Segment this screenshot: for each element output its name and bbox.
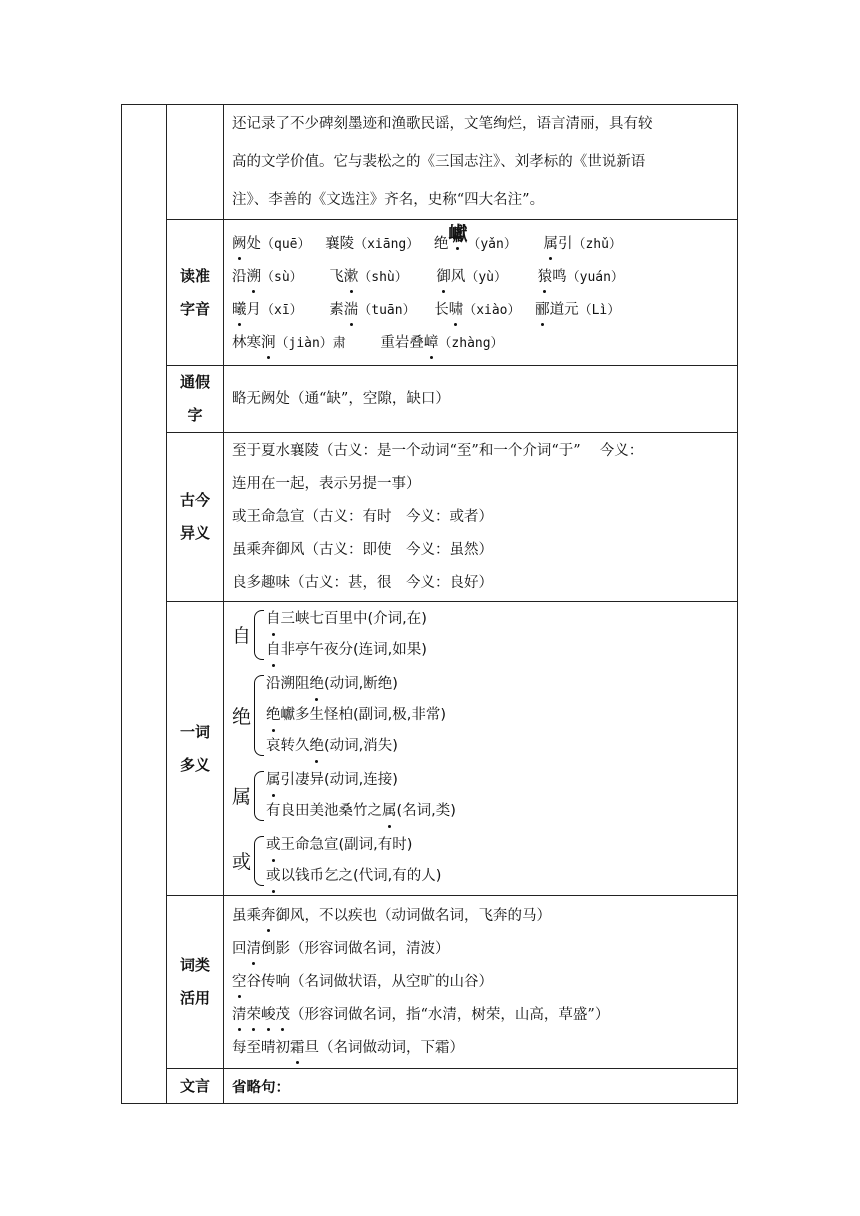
pron-term: 猿鸣 [538,269,567,285]
polysemy-item: 有良田美池桑竹之属(名词,类) [266,796,456,827]
intro-line: 还记录了不少碑刻墨迹和渔歌民谣，文笔绚烂，语言清丽，具有较 [232,116,653,132]
brace-icon [254,610,264,660]
pron-term: 长啸 [434,302,463,318]
tongjia-label: 通假 字 [167,366,224,433]
outer-category-cell [122,105,167,1104]
brace-icon [254,836,264,886]
polysemy-key: 绝 [232,705,252,728]
pronunciation-line: 阙处（quē） 襄陵（xiāng） 绝巘（yǎn） 属引（zhǔ） [232,226,731,261]
pronunciation-content [224,220,738,366]
intro-line: 高的文学价值。它与裴松之的《三国志注》、刘孝标的《世说新语 [232,154,646,170]
pronunciation-row [122,220,738,366]
tongjia-text: 略无阙处（通“缺”，空隙，缺口） [232,390,450,407]
pron-term: 林寒涧 [232,335,276,351]
pron-term: 郦道元 [535,302,579,318]
gujin-line: 连用在一起，表示另提一事） [232,475,421,492]
pronunciation-line: 林寒涧（jiàn）肃 重岩叠嶂（zhàng） [232,327,731,360]
polysemy-item: 或以钱币乞之(代词,有的人) [266,861,441,892]
polysemy-group [232,830,731,892]
cilei-line: 每至晴初霜旦（名词做动词，下霜） [232,1032,731,1065]
intro-text-cell [224,105,738,220]
tongjia-row [122,366,738,433]
wenyan-content [224,1069,738,1104]
polysemy-key: 或 [232,851,252,873]
intro-label-cell [167,105,224,220]
polysemy-item: 自三峡七百里中(介词,在) [266,604,427,635]
pron-term: 飞漱 [329,269,358,285]
gujin-line: 至于夏水襄陵（古义：是一个动词“至”和一个介词“于” 今义： [232,442,644,459]
polysemy-group [232,765,731,827]
pron-term: 沿溯 [232,269,261,285]
intro-line: 注》、李善的《文选注》齐名，史称“四大名注”。 [232,192,545,208]
pron-term: 阙处 [232,236,261,252]
cilei-row [122,896,738,1069]
yici-label: 一词 多义 [167,602,224,896]
pron-term: 重岩叠嶂 [380,335,438,351]
cilei-label: 词类 活用 [167,896,224,1069]
pron-term: 素湍 [329,302,358,318]
study-table [121,104,738,1104]
polysemy-item: 绝巘多生怪柏(副词,极,非常) [266,700,446,731]
brace-icon [254,675,264,756]
wenyan-text: 省略句： [232,1079,290,1096]
polysemy-item: 或王命急宣(副词,有时) [266,830,441,861]
cilei-content [224,896,738,1069]
polysemy-item: 自非亭午夜分(连词,如果) [266,635,427,666]
pron-term: 襄陵 [325,235,355,252]
gujin-line: 或王命急宣（古义：有时 今义：或者） [232,508,493,525]
wenyan-label: 文言 [167,1069,224,1104]
gujin-line: 虽乘奔御风（古义：即使 今义：虽然） [232,541,493,558]
polysemy-item: 属引凄异(动词,连接) [266,765,456,796]
pron-term: 曦月 [232,302,261,318]
pronunciation-line: 沿溯（sù） 飞漱（shù） 御风（yù） 猿鸣（yuán） [232,261,731,294]
yici-content [224,602,738,896]
pron-term: 属引 [543,236,572,252]
polysemy-key: 属 [232,786,252,808]
yici-row [122,602,738,896]
gujin-row [122,433,738,602]
polysemy-item: 哀转久绝(动词,消失) [266,731,446,762]
polysemy-key: 自 [232,625,252,647]
pron-term: 绝巘 [434,236,468,252]
pron-term: 御风 [436,269,465,285]
polysemy-group [232,604,731,666]
pronunciation-label: 读准 字音 [167,220,224,366]
gujin-content [224,433,738,602]
pronunciation-line: 曦月（xī） 素湍（tuān） 长啸（xiào） 郦道元（Lì） [232,294,731,327]
tongjia-content [224,366,738,433]
intro-row [122,105,738,220]
cilei-line: 空谷传响（名词做状语，从空旷的山谷） [232,966,731,999]
gujin-label: 古今 异义 [167,433,224,602]
cilei-line: 回清倒影（形容词做名词，清波） [232,933,731,966]
cilei-line: 虽乘奔御风，不以疾也（动词做名词，飞奔的马） [232,900,731,933]
brace-icon [254,771,264,821]
polysemy-item: 沿溯阻绝(动词,断绝) [266,669,446,700]
gujin-line: 良多趣味（古义：甚，很 今义：良好） [232,574,493,591]
polysemy-group [232,669,731,762]
cilei-line: 清荣峻茂（形容词做名词，指“水清，树荣，山高，草盛”） [232,999,731,1032]
wenyan-row [122,1069,738,1104]
